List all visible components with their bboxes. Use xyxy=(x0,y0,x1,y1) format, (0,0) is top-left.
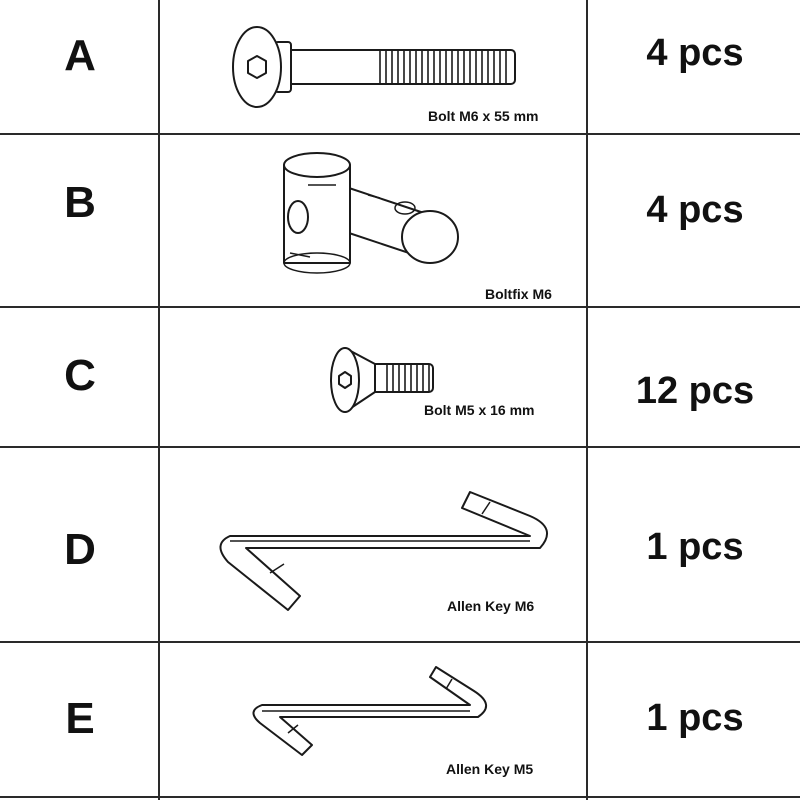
part-letter: E xyxy=(65,694,95,743)
part-letter: B xyxy=(64,178,96,227)
part-name: Bolt M6 x 55 mm xyxy=(428,108,539,124)
part-name: Boltfix M6 xyxy=(485,286,552,302)
table-row xyxy=(0,133,800,306)
part-name: Bolt M5 x 16 mm xyxy=(424,402,535,418)
part-letter: C xyxy=(64,351,96,400)
part-quantity: 4 pcs xyxy=(646,189,744,231)
row-divider xyxy=(0,796,800,798)
part-quantity: 1 pcs xyxy=(646,526,744,568)
part-name: Allen Key M6 xyxy=(447,598,535,614)
table-row xyxy=(0,306,800,446)
part-letter: A xyxy=(64,31,96,80)
part-quantity: 1 pcs xyxy=(646,697,744,739)
table-row xyxy=(0,446,800,641)
table-row xyxy=(0,0,800,133)
part-letter: D xyxy=(64,525,96,574)
part-name: Allen Key M5 xyxy=(446,761,534,777)
boltfix-icon xyxy=(270,145,470,280)
table-row xyxy=(0,641,800,796)
part-quantity: 12 pcs xyxy=(635,370,755,412)
part-quantity: 4 pcs xyxy=(646,32,744,74)
allen-key-m5-icon xyxy=(238,661,518,766)
